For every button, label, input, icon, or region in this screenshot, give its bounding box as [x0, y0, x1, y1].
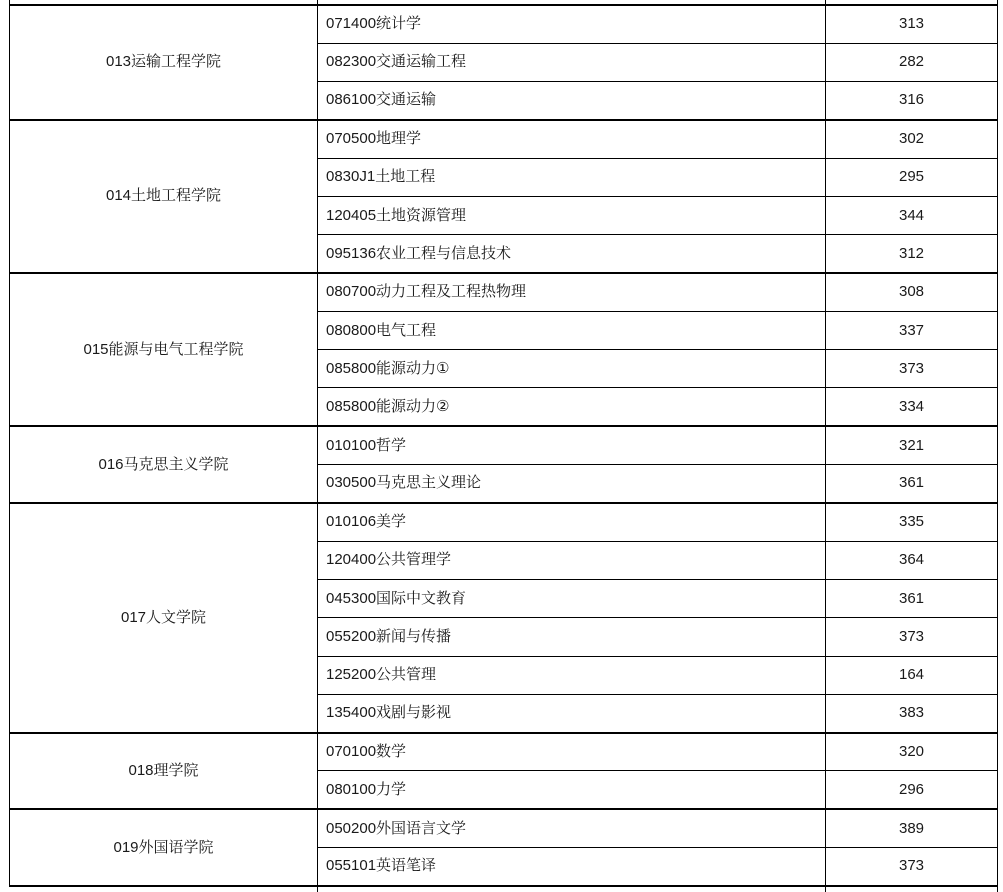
score-cell: 321	[826, 426, 998, 464]
table-row	[10, 273, 998, 311]
major-cell: 0830J1土地工程	[318, 158, 826, 196]
major-cell: 120405土地资源管理	[318, 196, 826, 234]
major-cell: 010100哲学	[318, 426, 826, 464]
score-cell: 296	[826, 771, 998, 809]
major-cell: 045300国际中文教育	[318, 579, 826, 617]
major-cell: 070500地理学	[318, 120, 826, 158]
major-cell: 125200公共管理	[318, 656, 826, 694]
score-cell: 334	[826, 388, 998, 426]
score-cell: 316	[826, 82, 998, 120]
score-cell: 373	[826, 848, 998, 886]
table-row	[10, 426, 998, 464]
score-cell: 373	[826, 350, 998, 388]
major-cell: 095136农业工程与信息技术	[318, 235, 826, 273]
cropped-row-bottom	[10, 886, 998, 892]
major-cell: 050200外国语言文学	[318, 809, 826, 847]
score-cell: 383	[826, 694, 998, 732]
major-cell: 135400戏剧与影视	[318, 694, 826, 732]
admission-scores-table	[9, 0, 998, 892]
major-cell: 055200新闻与传播	[318, 618, 826, 656]
score-cell: 312	[826, 235, 998, 273]
major-cell: 080800电气工程	[318, 311, 826, 349]
score-cell: 282	[826, 43, 998, 81]
major-cell: 070100数学	[318, 733, 826, 771]
major-cell: 120400公共管理学	[318, 541, 826, 579]
major-cell: 085800能源动力①	[318, 350, 826, 388]
table-row	[10, 733, 998, 771]
score-cell: 164	[826, 656, 998, 694]
table-row	[10, 809, 998, 847]
college-cell: 017人文学院	[10, 503, 318, 733]
cropped-cell	[10, 886, 318, 892]
score-cell: 361	[826, 465, 998, 503]
score-cell: 344	[826, 196, 998, 234]
table-row	[10, 120, 998, 158]
cropped-cell	[318, 886, 826, 892]
college-cell: 016马克思主义学院	[10, 426, 318, 503]
score-cell: 373	[826, 618, 998, 656]
major-cell: 055101英语笔译	[318, 848, 826, 886]
major-cell: 080100力学	[318, 771, 826, 809]
major-cell: 030500马克思主义理论	[318, 465, 826, 503]
score-cell: 302	[826, 120, 998, 158]
college-cell: 018理学院	[10, 733, 318, 810]
score-cell: 337	[826, 311, 998, 349]
major-cell: 071400统计学	[318, 5, 826, 43]
score-cell: 308	[826, 273, 998, 311]
major-cell: 085800能源动力②	[318, 388, 826, 426]
score-cell: 313	[826, 5, 998, 43]
college-cell: 014土地工程学院	[10, 120, 318, 273]
major-cell: 082300交通运输工程	[318, 43, 826, 81]
major-cell: 010106美学	[318, 503, 826, 541]
score-cell: 389	[826, 809, 998, 847]
score-cell: 295	[826, 158, 998, 196]
table-row	[10, 503, 998, 541]
college-cell: 013运输工程学院	[10, 5, 318, 120]
table-row	[10, 5, 998, 43]
major-cell: 086100交通运输	[318, 82, 826, 120]
score-cell: 335	[826, 503, 998, 541]
score-cell: 364	[826, 541, 998, 579]
college-cell: 019外国语学院	[10, 809, 318, 886]
college-cell: 015能源与电气工程学院	[10, 273, 318, 426]
cropped-cell	[826, 886, 998, 892]
score-cell: 361	[826, 579, 998, 617]
major-cell: 080700动力工程及工程热物理	[318, 273, 826, 311]
score-cell: 320	[826, 733, 998, 771]
